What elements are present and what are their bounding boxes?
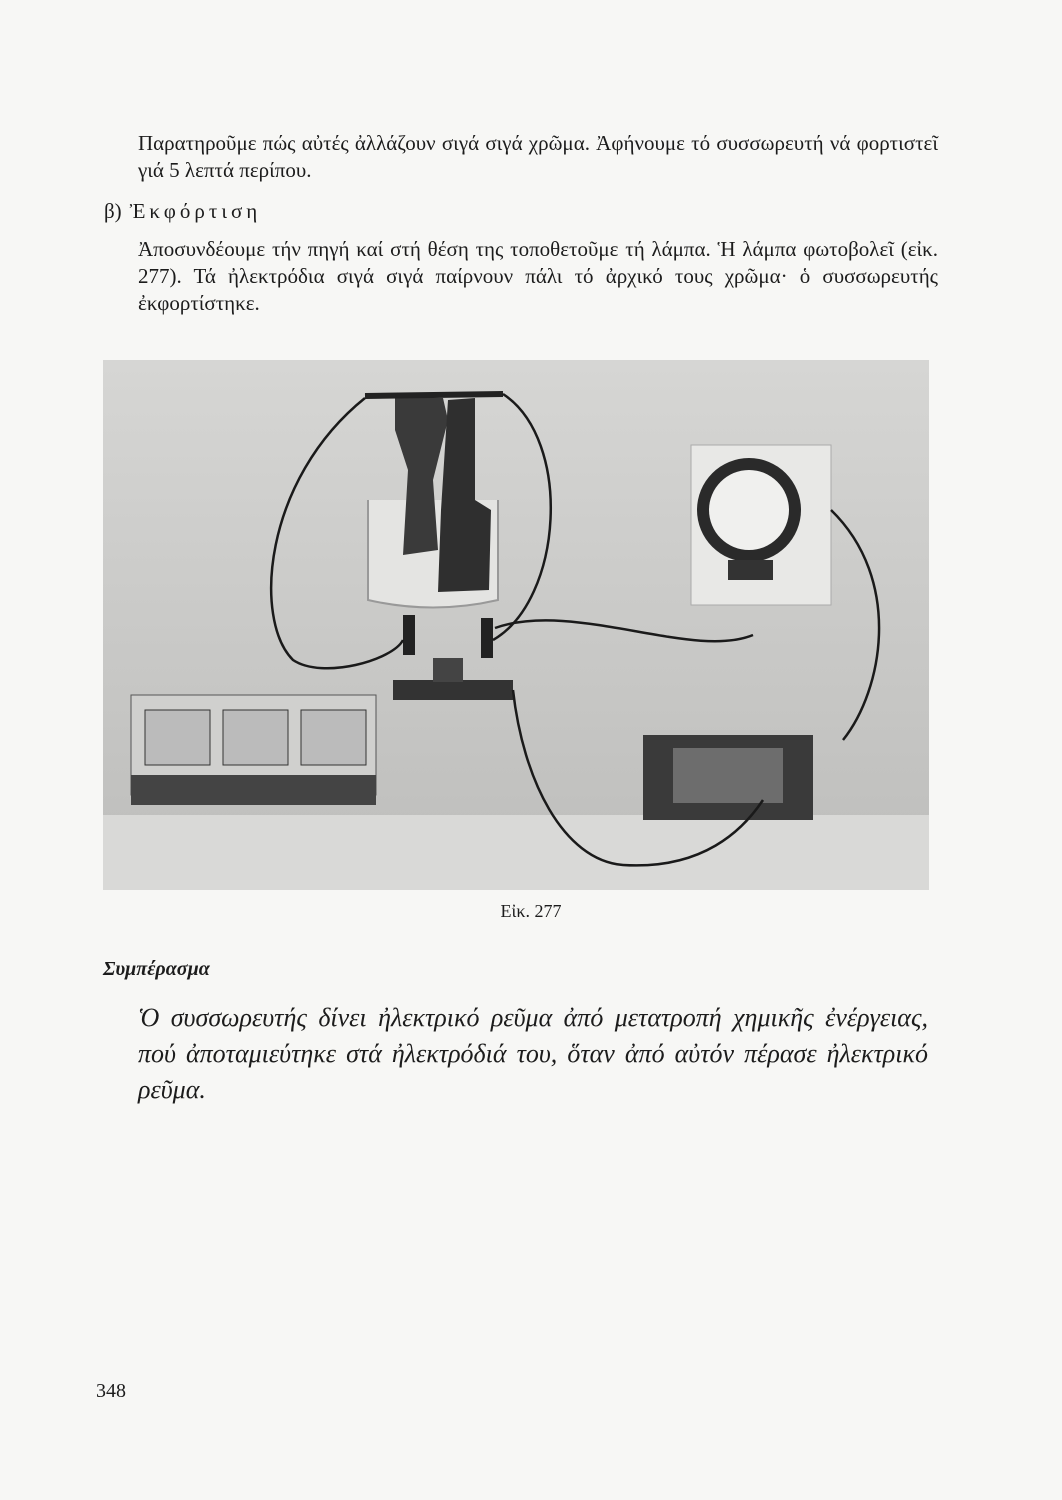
section-heading-discharge bbox=[104, 198, 261, 225]
section-marker: β) bbox=[104, 199, 122, 223]
page-number: 348 bbox=[96, 1380, 126, 1402]
paragraph-discharge: Ἀποσυνδέουμε τήν πηγή καί στή θέση της τοποθετοῦμε τή λάμπα. Ἡ λάμπα φωτοβολεῖ (εἰκ. 277). Τά ἠλεκτρόδια σιγά σιγά παίρνουν πάλι τό ἀρχικό τους χρῶμα· ὁ συσσωρευτής ἐκφορτίστηκε. bbox=[138, 237, 938, 315]
figure-caption: Εἰκ. 277 bbox=[500, 901, 562, 921]
figure-photo bbox=[103, 360, 929, 890]
conclusion-text: Ὁ συσσωρευτής δίνει ἠλεκτρικό ρεῦμα ἀπό μετατροπή χημικῆς ἐνέργειας, πού ἀποταμιεύτηκε στά ἠλεκτρόδιά του, ὅταν ἀπό αὐτόν πέρασε ἠλεκτρικό ρεῦμα. bbox=[138, 1003, 928, 1104]
section-title: Ἐκφόρτιση bbox=[129, 199, 262, 223]
battery-experiment-illustration bbox=[103, 360, 929, 890]
paragraph-intro: Παρατηροῦμε πώς αὐτές ἀλλάζουν σιγά σιγά χρῶμα. Ἀφήνουμε τό συσσωρευτή νά φορτιστεῖ γιά 5 λεπτά περίπου. bbox=[138, 131, 938, 182]
conclusion-title: Συμπέρασμα bbox=[103, 958, 210, 980]
